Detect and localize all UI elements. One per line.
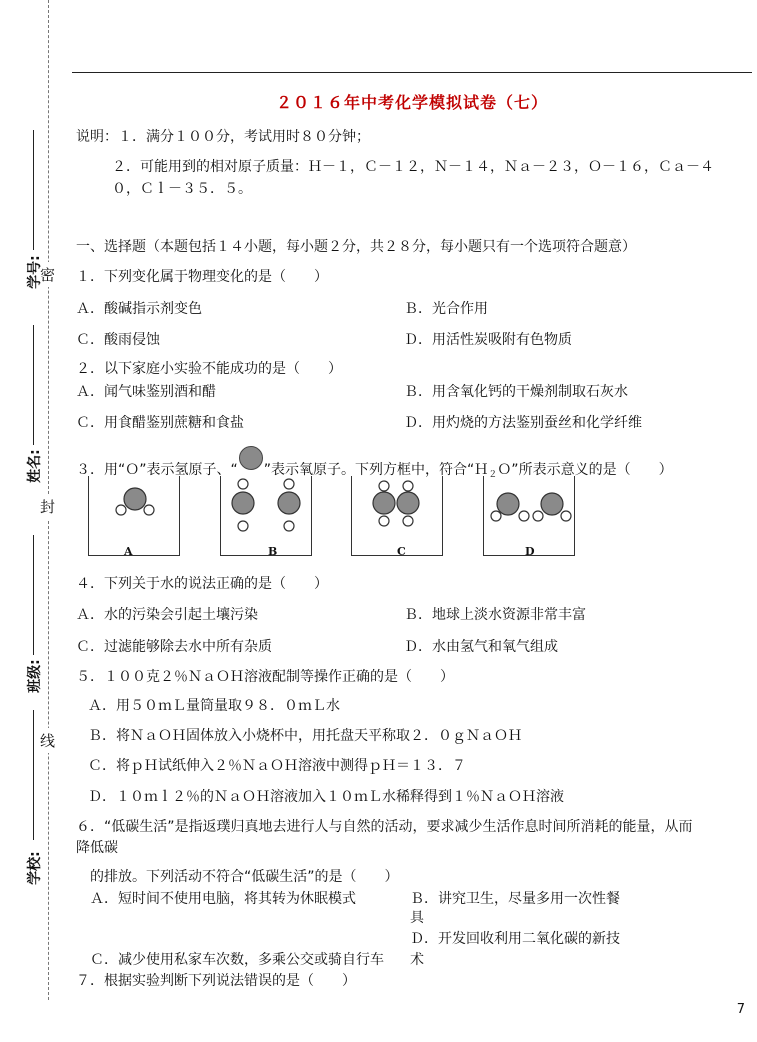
q1-option-b: Ｂ．光合作用 xyxy=(404,301,488,317)
q5-option-c: Ｃ．将ｐＨ试纸伸入２％ＮａＯＨ溶液中测得ｐＨ＝１３．７ xyxy=(88,758,466,774)
hydrogen-symbol: Ｏ xyxy=(125,462,140,478)
q2-stem: ２．以下家庭小实验不能成功的是（ ） xyxy=(76,361,342,377)
q4-option-b: Ｂ．地球上淡水资源非常丰富 xyxy=(404,607,586,623)
header-rule xyxy=(72,72,752,73)
page-number: 7 xyxy=(736,1002,745,1017)
q2-option-c: Ｃ．用食醋鉴别蔗糖和食盐 xyxy=(76,415,244,431)
q6-option-d-line-2: 术 xyxy=(410,952,424,968)
q6-stem-line-3: 的排放。下列活动不符合“低碳生活”的是（ ） xyxy=(90,869,399,885)
name-label: 姓名: xyxy=(27,449,43,483)
q1-option-a: Ａ．酸碱指示剂变色 xyxy=(76,301,202,317)
molecule-a-icon xyxy=(89,476,181,556)
q3-figure-b xyxy=(220,476,312,556)
q4-stem: ４．下列关于水的说法正确的是（ ） xyxy=(76,576,328,592)
q3-figure-a xyxy=(88,476,180,556)
molecule-b-icon xyxy=(221,476,313,556)
class-line xyxy=(33,535,34,655)
q6-stem-line-1: ６．“低碳生活”是指返璞归真地去进行人与自然的活动，要求减少生活作息时间所消耗的能量，从而 xyxy=(76,819,693,835)
seal-char-xian: 线 xyxy=(40,728,55,753)
q1-stem: １．下列变化属于物理变化的是（ ） xyxy=(76,269,328,285)
q3-stem-part3: ”表示氧原子。下列方框中，符合“Ｈ xyxy=(263,462,489,478)
student-id-label: 学号: xyxy=(27,255,43,289)
q4-option-d: Ｄ．水由氢气和氧气组成 xyxy=(404,639,558,655)
instruction-line-3: ０，Ｃｌ－３５．５。 xyxy=(112,181,252,197)
q1-option-c: Ｃ．酸雨侵蚀 xyxy=(76,332,160,348)
q4-option-a: Ａ．水的污染会引起土壤污染 xyxy=(76,607,258,623)
student-id-line xyxy=(33,130,34,250)
q3-label-b: B xyxy=(268,545,278,558)
q6-option-a: Ａ．短时间不使用电脑，将其转为休眠模式 xyxy=(90,891,356,907)
q3-label-d: D xyxy=(525,545,535,558)
molecule-d-icon xyxy=(484,476,576,556)
q3-label-a: A xyxy=(124,545,133,558)
q5-option-a: Ａ．用５０ｍＬ量筒量取９８．０ｍＬ水 xyxy=(88,698,340,714)
school-label: 学校: xyxy=(27,851,43,885)
name-line xyxy=(33,325,34,445)
q6-option-d-line-1: Ｄ．开发回收利用二氧化碳的新技 xyxy=(410,931,620,947)
q3-figure-c xyxy=(351,476,443,556)
q3-figure-d xyxy=(483,476,575,556)
q3-stem-part4: Ｏ”所表示意义的是（ ） xyxy=(497,462,673,478)
section-heading: 一、选择题（本题包括１４小题，每小题２分，共２８分，每小题只有一个选项符合题意） xyxy=(76,239,636,255)
q7-stem: ７．根据实验判断下列说法错误的是（ ） xyxy=(76,973,356,989)
q6-option-b-line-1: Ｂ．讲究卫生，尽量多用一次性餐 xyxy=(410,891,620,907)
q5-stem: ５．１００克２％ＮａＯＨ溶液配制等操作正确的是（ ） xyxy=(76,669,454,685)
oxygen-atom-icon xyxy=(239,446,263,470)
school-line xyxy=(33,710,34,840)
q3-stem-sub: ２ xyxy=(488,470,498,480)
q6-stem-line-2: 降低碳 xyxy=(76,840,118,856)
q1-option-d: Ｄ．用活性炭吸附有色物质 xyxy=(404,332,572,348)
seal-char-feng: 封 xyxy=(40,494,55,519)
instruction-line-1: 说明：１．满分１００分，考试用时８０分钟； xyxy=(76,129,370,145)
q3-stem-part2: ”表示氢原子、“ xyxy=(139,462,238,478)
molecule-c-icon xyxy=(352,476,444,556)
q3-label-c: C xyxy=(397,545,406,558)
seal-char-mi: 密 xyxy=(40,262,55,287)
q3-stem-part1: ３．用“ xyxy=(76,462,126,478)
q2-option-d: Ｄ．用灼烧的方法鉴别蚕丝和化学纤维 xyxy=(404,415,642,431)
q2-option-b: Ｂ．用含氧化钙的干燥剂制取石灰水 xyxy=(404,384,628,400)
q5-option-d: Ｄ．１０ｍｌ２％的ＮａＯＨ溶液加入１０ｍＬ水稀释得到１％ＮａＯＨ溶液 xyxy=(88,789,564,805)
q6-option-b-line-2: 具 xyxy=(410,910,424,926)
instruction-line-2: ２．可能用到的相对原子质量：Ｈ－１，Ｃ－１２，Ｎ－１４，Ｎａ－２３，Ｏ－１６，Ｃａ－４ xyxy=(112,159,714,175)
q4-option-c: Ｃ．过滤能够除去水中所有杂质 xyxy=(76,639,272,655)
q6-option-c: Ｃ．减少使用私家车次数，多乘公交或骑自行车 xyxy=(90,952,384,968)
class-label: 班级: xyxy=(27,659,43,693)
q5-option-b: Ｂ．将ＮａＯＨ固体放入小烧杯中，用托盘天平称取２．０ｇＮａＯＨ xyxy=(88,728,522,744)
page-title: ２０１６年中考化学模拟试卷（七） xyxy=(275,93,548,112)
q2-option-a: Ａ．闻气味鉴别酒和醋 xyxy=(76,384,216,400)
